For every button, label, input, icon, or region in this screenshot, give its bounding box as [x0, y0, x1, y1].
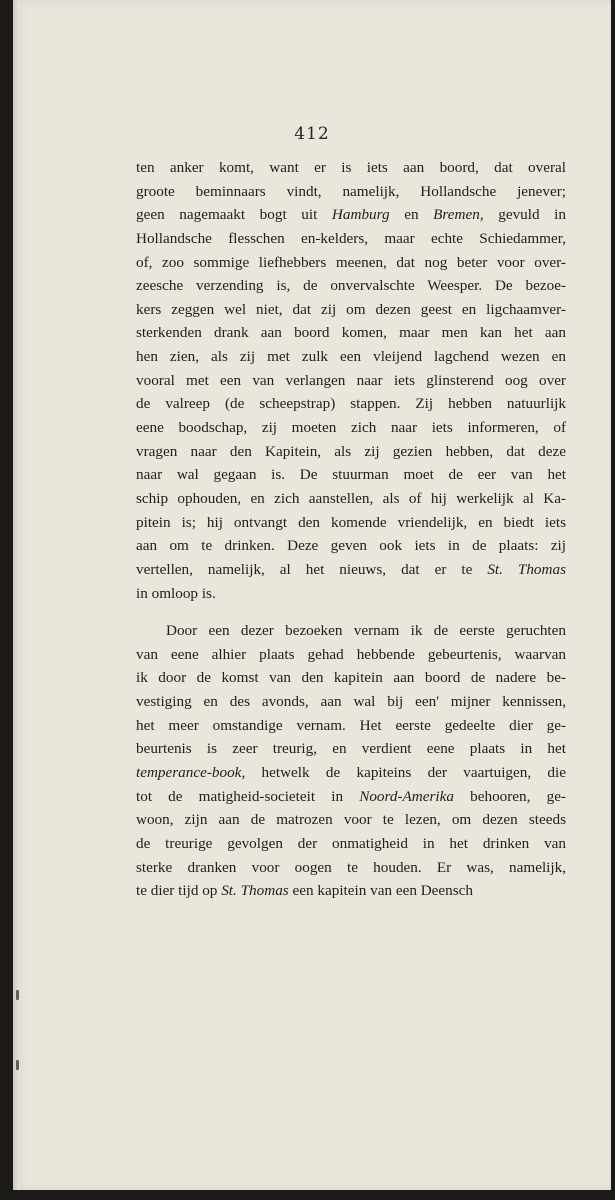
text-line: eene boodschap, zij moeten zich naar iets informeren, of — [136, 419, 566, 437]
italic-term: Noord-Amerika — [359, 787, 454, 805]
text-line: aan om te drinken. Deze geven ook iets in de plaats: zij — [136, 537, 566, 555]
italic-term: temperance-book — [136, 764, 242, 782]
text-line: in omloop is. — [136, 584, 216, 602]
text-line: Hollandsche flesschen en-kelders, maar echte Schiedammer, — [136, 229, 566, 247]
italic-term: Hamburg — [331, 206, 390, 224]
text-line: van eene alhier plaats gehad hebbende gebeurtenis, waarvan — [136, 645, 566, 663]
text-line: woon, zijn aan de matrozen voor te lezen, om dezen steeds — [136, 811, 566, 829]
page-number: 412 — [294, 124, 330, 144]
edge-mark — [16, 1060, 19, 1070]
italic-term: St. Thomas — [487, 560, 567, 578]
paragraph-1 — [136, 156, 566, 605]
text-line: groote beminnaars vindt, namelijk, Hollandsche jenever; — [136, 182, 566, 200]
text-line: geen nagemaakt bogt uit Hamburg en Bremen, gevuld in — [136, 206, 566, 224]
text-line: hen zien, als zij met zulk een vleijend lagchend wezen en — [136, 348, 566, 366]
text-line: kers zeggen wel niet, dat zij om dezen geest en ligchaamver- — [136, 300, 566, 318]
text-line: pitein is; hij ontvangt den komende vriendelijk, en biedt iets — [136, 513, 566, 531]
page-binding-edge — [13, 0, 20, 1190]
edge-mark — [16, 990, 19, 1000]
italic-term: St. Thomas — [221, 882, 289, 900]
text-line: vertellen, namelijk, al het nieuws, dat er te St. Thomas — [136, 560, 567, 578]
text-line: zeesche verzending is, de onvervalschte Weesper. De bezoe- — [136, 277, 566, 295]
text-line: tot de matigheid-societeit in Noord-Amerika behooren, ge- — [136, 787, 566, 805]
text-line: ten anker komt, want er is iets aan boord, dat overal — [136, 159, 566, 176]
text-line: te dier tijd op St. Thomas een kapitein van een Deensch — [136, 882, 473, 900]
text-line: temperance-book, hetwelk de kapiteins der vaartuigen, die — [136, 764, 566, 782]
text-line: Door een dezer bezoeken vernam ik de eerste geruchten — [166, 622, 566, 640]
text-line: vooral met een van verlangen naar iets glinsterend oog over — [136, 371, 566, 389]
text-line: het meer omstandige vernam. Het eerste gedeelte dier ge- — [136, 716, 566, 734]
text-line: beurtenis is zeer treurig, en verdient eene plaats in het — [136, 740, 566, 758]
text-line: naar wal gegaan is. De stuurman moet de eer van het — [136, 466, 566, 484]
paragraph-2 — [136, 619, 566, 903]
text-line: vestiging en des avonds, aan wal bij een' mijner kennissen, — [136, 693, 566, 711]
text-line: sterkenden drank aan boord komen, maar men kan het aan — [136, 324, 566, 342]
text-line: vragen naar den Kapitein, als zij gezien hebben, dat deze — [136, 442, 566, 460]
text-line: de valreep (de scheepstrap) stappen. Zij hebben natuurlijk — [136, 395, 566, 413]
text-line: de treurige gevolgen der onmatigheid in het drinken van — [136, 834, 566, 852]
text-line: sterke dranken voor oogen te houden. Er was, namelijk, — [136, 858, 566, 876]
body-text — [136, 156, 566, 903]
text-line: of, zoo sommige liefhebbers meenen, dat nog beter voor over- — [136, 253, 566, 271]
text-line: schip ophouden, en zich aanstellen, als of hij werkelijk al Ka- — [136, 489, 566, 507]
text-line: ik door de komst van den kapitein aan boord de nadere be- — [136, 669, 566, 687]
book-page — [13, 0, 611, 1190]
italic-term: Bremen — [433, 206, 480, 224]
